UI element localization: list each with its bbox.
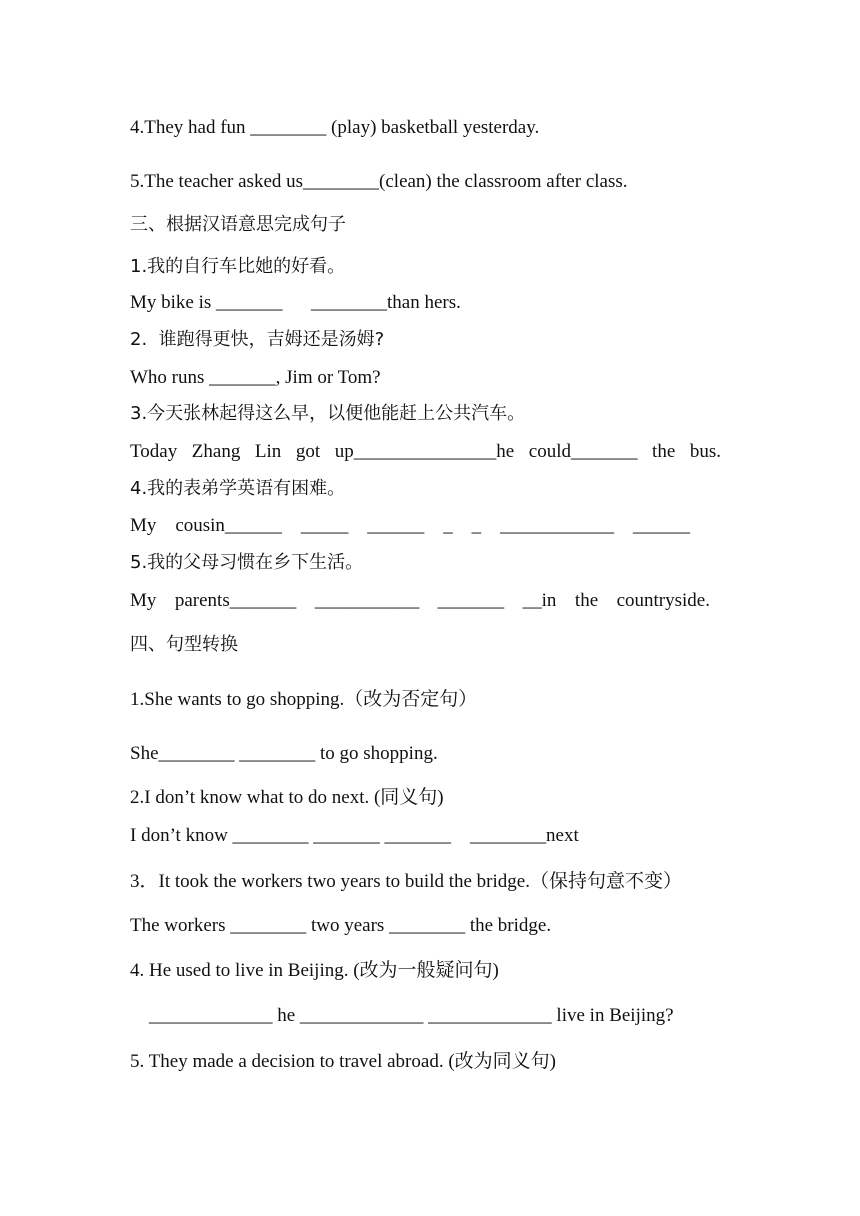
section-4-heading: 四、句型转换 [130,634,238,655]
question-3-3-english: Today Zhang Lin got up_______________he could_______ the bus. [130,441,721,462]
question-4-3: 3．It took the workers two years to build the bridge.（保持句意不变） [130,871,682,892]
question-3-5-chinese: 5.我的父母习惯在乡下生活。 [130,552,364,573]
answer-4-3: The workers ________ two years ________ the bridge. [130,915,552,936]
question-3-1-chinese: 1.我的自行车比她的好看。 [130,256,346,277]
question-3-1-english: My bike is _______ ________than hers. [130,292,461,313]
question-2-5: 5.The teacher asked us________(clean) the classroom after class. [130,171,628,192]
question-4-1: 1.She wants to go shopping.（改为否定句） [130,689,478,710]
question-4-4: 4. He used to live in Beijing. (改为一般疑问句) [130,960,499,981]
question-3-5-english: My parents_______ ___________ _______ __in the countryside. [130,590,710,611]
question-3-4-chinese: 4.我的表弟学英语有困难。 [130,478,346,499]
answer-4-2: I don’t know ________ _______ _______ ________next [130,825,579,846]
question-3-2-chinese: 2. 谁跑得更快，吉姆还是汤姆? [130,329,385,350]
question-4-2: 2.I don’t know what to do next. (同义句) [130,787,444,808]
question-3-3-chinese: 3.今天张林起得这么早，以便他能赶上公共汽车。 [130,403,526,424]
question-4-5: 5. They made a decision to travel abroad. (改为同义句) [130,1051,556,1072]
section-3-heading: 三、根据汉语意思完成句子 [130,214,346,235]
answer-4-4: _____________ he _____________ _____________ live in Beijing? [130,1005,674,1026]
question-2-4: 4.They had fun ________ (play) basketball yesterday. [130,117,540,138]
question-3-4-english: My cousin______ _____ ______ _ _ ____________ ______ [130,515,690,536]
answer-4-1: She________ ________ to go shopping. [130,743,438,764]
question-3-2-english: Who runs _______, Jim or Tom? [130,367,381,388]
